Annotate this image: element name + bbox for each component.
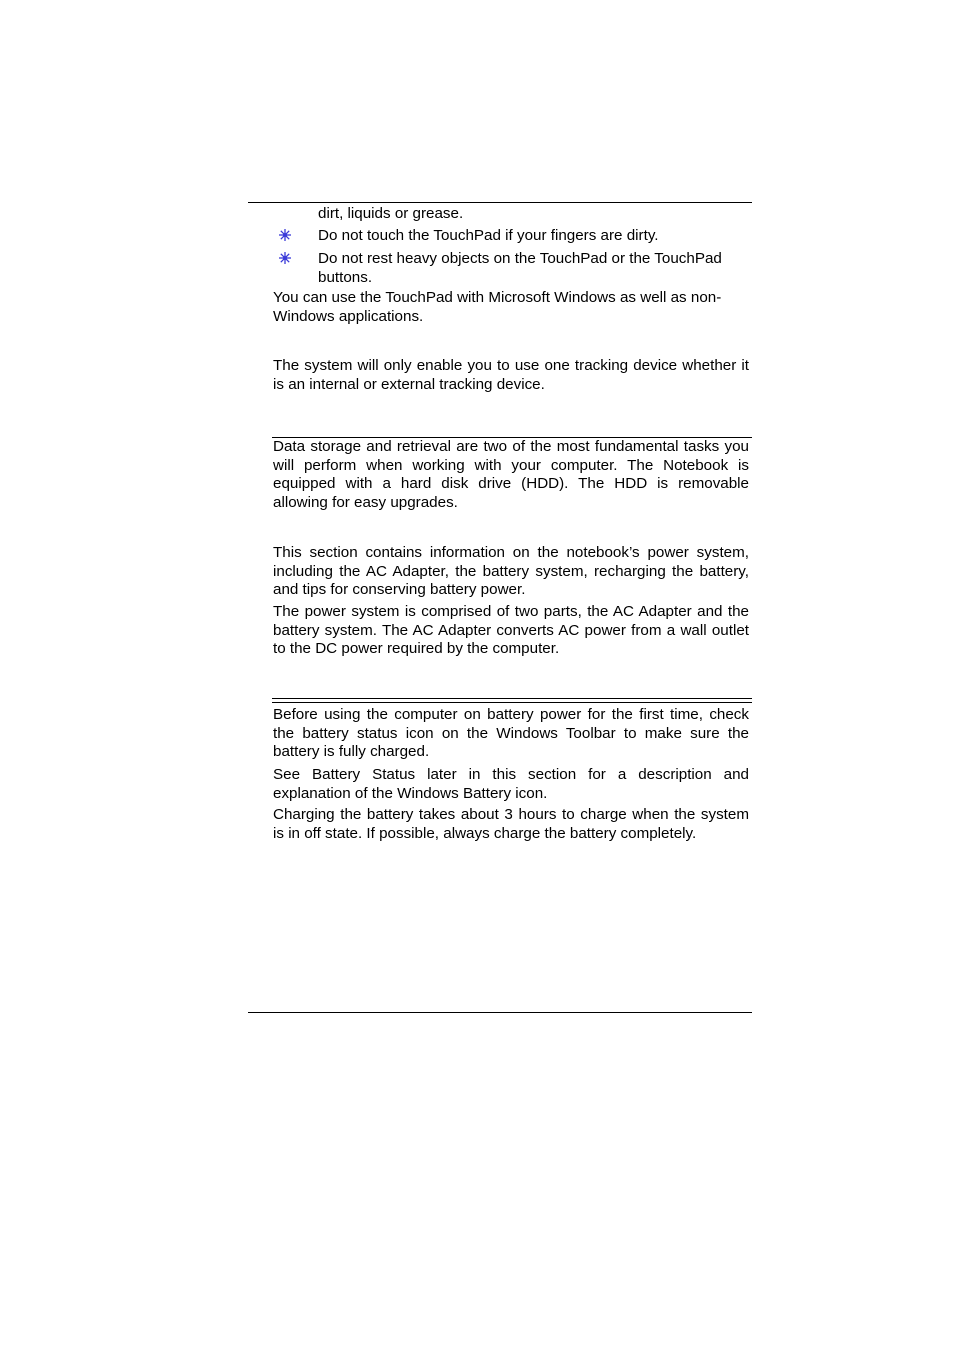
bullet-item: Do not rest heavy objects on the TouchPad or the TouchPad buttons. <box>318 250 722 286</box>
paragraph-charging: Charging the battery takes about 3 hours to charge when the system is in off state. If possible, always charge the battery completely. <box>273 806 749 842</box>
bullet-item: Do not touch the TouchPad if your fingers are dirty. <box>318 227 659 244</box>
section-rule-battery <box>272 698 752 703</box>
footer-rule <box>248 1012 752 1013</box>
paragraph-data-storage: Data storage and retrieval are two of the most fundamental tasks you will perform when working with your computer. The Notebook is equipped with a hard disk drive (HDD). The HDD is removable allowing for easy upgrades. <box>273 438 749 511</box>
paragraph-power-parts: The power system is comprised of two parts, the AC Adapter and the battery system. The AC Adapter converts AC power from a wall outlet to the DC power required by the computer. <box>273 603 749 658</box>
header-rule <box>248 202 752 203</box>
continued-line: dirt, liquids or grease. <box>318 205 464 222</box>
paragraph-power-intro: This section contains information on the notebook’s power system, including the AC Adapter, the battery system, recharging the battery, and tips for conserving battery power. <box>273 544 749 599</box>
paragraph-battery-first: Before using the computer on battery power for the first time, check the battery status icon on the Windows Toolbar to make sure the battery is fully charged. <box>273 706 749 761</box>
paragraph-tracking-device: The system will only enable you to use one tracking device whether it is an internal or external tracking device. <box>273 357 749 393</box>
paragraph-battery-status: See Battery Status later in this section for a description and explanation of the Windows Battery icon. <box>273 766 749 802</box>
snowflake-bullet-icon <box>278 251 292 265</box>
paragraph-touchpad-windows: You can use the TouchPad with Microsoft Windows as well as non-Windows applications. <box>273 289 722 325</box>
snowflake-bullet-icon <box>278 228 292 242</box>
